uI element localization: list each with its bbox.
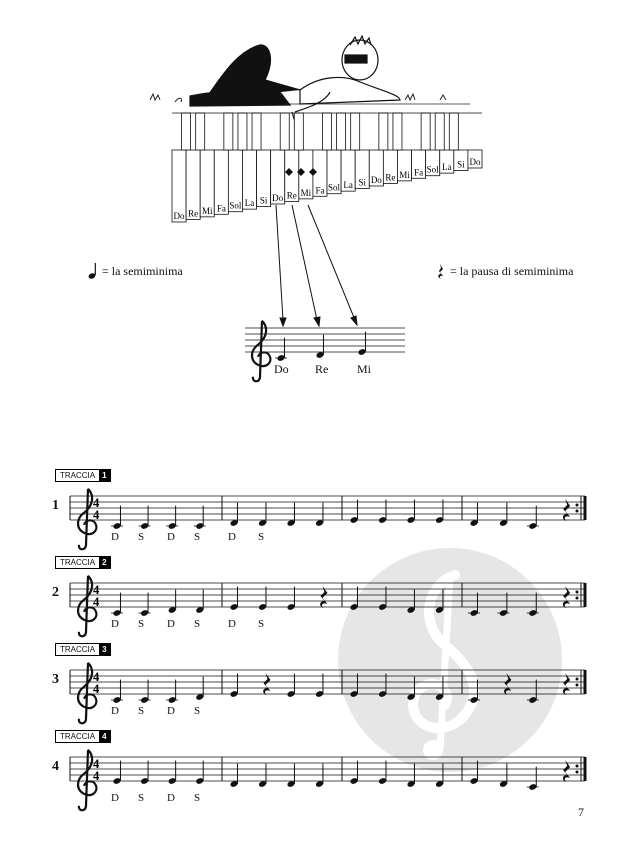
quarter-note — [166, 680, 178, 704]
svg-text:4: 4 — [93, 508, 100, 522]
hand-label: D — [167, 792, 175, 804]
quarter-note — [287, 503, 296, 527]
quarter-note — [527, 680, 539, 704]
quarter-note — [168, 590, 177, 614]
hand-label: D — [228, 618, 236, 630]
quarter-note — [113, 761, 122, 785]
white-key-label: Do — [469, 157, 481, 167]
quarter-note — [287, 674, 296, 698]
traccia-badge — [55, 643, 111, 656]
quarter-note — [111, 680, 123, 704]
quarter-note — [140, 761, 149, 785]
traccia-label: TRACCIA — [56, 557, 99, 568]
quarter-note — [435, 677, 444, 701]
hand-label: S — [194, 618, 201, 630]
white-key-label: Mi — [300, 187, 312, 198]
quarter-note — [139, 593, 151, 617]
white-key-label: Mi — [201, 205, 213, 216]
small-staff-label-mi: Mi — [357, 362, 372, 376]
hand-label: D — [111, 792, 119, 804]
exercise-number: 2 — [52, 585, 59, 600]
quarter-note — [527, 506, 539, 530]
quarter-note — [194, 506, 206, 530]
white-key-label: La — [244, 198, 255, 209]
quarter-note — [378, 761, 387, 785]
svg-text:4: 4 — [93, 583, 100, 597]
svg-text:4: 4 — [93, 769, 100, 783]
quarter-note — [378, 674, 387, 698]
white-key-label: Fa — [315, 185, 325, 196]
white-key-label: La — [343, 180, 353, 191]
white-key-label: Re — [385, 172, 396, 183]
hand-label: S — [138, 705, 145, 717]
quarter-note — [378, 587, 387, 611]
hand-label: S — [138, 618, 145, 630]
quarter-note — [315, 503, 324, 527]
hand-label: D — [167, 531, 175, 543]
quarter-note — [111, 593, 123, 617]
exercise-number: 3 — [52, 672, 59, 687]
svg-text:4: 4 — [93, 496, 100, 510]
time-signature — [93, 583, 100, 609]
quarter-note — [258, 503, 267, 527]
white-key-label: Do — [370, 175, 382, 185]
white-key-label: Do — [173, 211, 185, 221]
quarter-note — [350, 674, 359, 698]
time-signature — [93, 496, 100, 522]
white-key-label: Do — [272, 193, 284, 203]
hand-label: D — [167, 705, 175, 717]
page-number: 7 — [578, 805, 584, 819]
svg-text:4: 4 — [93, 757, 100, 771]
quarter-note — [258, 587, 267, 611]
quarter-note-text: = la semiminima — [102, 263, 183, 278]
traccia-label: TRACCIA — [56, 470, 99, 481]
quarter-note — [468, 593, 480, 617]
quarter-note — [350, 587, 359, 611]
quarter-note — [350, 500, 359, 524]
quarter-note — [407, 590, 416, 614]
svg-text:4: 4 — [93, 595, 100, 609]
traccia-number: 1 — [99, 470, 109, 481]
hand-label: D — [228, 531, 236, 543]
time-signature — [93, 670, 100, 696]
quarter-note — [499, 503, 508, 527]
white-key-label: Fa — [216, 203, 226, 214]
small-staff-label-do: Do — [274, 362, 289, 376]
small-staff-label-re: Re — [315, 362, 329, 376]
quarter-note — [407, 500, 416, 524]
quarter-note — [287, 587, 296, 611]
quarter-note — [258, 764, 267, 788]
hand-label: S — [138, 531, 145, 543]
time-signature — [93, 757, 100, 783]
quarter-note — [435, 764, 444, 788]
hand-label: S — [138, 792, 145, 804]
quarter-note — [195, 761, 204, 785]
quarter-note — [139, 680, 151, 704]
hand-label: D — [111, 705, 119, 717]
traccia-number: 2 — [99, 557, 109, 568]
white-key-label: Re — [286, 190, 297, 201]
traccia-badge — [55, 469, 111, 482]
hand-label: S — [194, 705, 201, 717]
exercise-number: 4 — [52, 759, 59, 774]
quarter-note — [139, 506, 151, 530]
traccia-badge — [55, 556, 111, 569]
svg-text:4: 4 — [93, 670, 100, 684]
quarter-note — [230, 587, 239, 611]
quarter-note — [230, 764, 239, 788]
quarter-note — [470, 761, 479, 785]
hand-label: D — [167, 618, 175, 630]
quarter-note — [315, 764, 324, 788]
quarter-note — [166, 506, 178, 530]
white-key-label: Mi — [399, 169, 410, 180]
quarter-note — [435, 500, 444, 524]
quarter-note — [230, 674, 239, 698]
hand-label: D — [111, 531, 119, 543]
white-key-label: Sol — [328, 182, 341, 193]
quarter-note — [435, 590, 444, 614]
quarter-note — [527, 593, 539, 617]
quarter-note — [195, 590, 204, 614]
exercise-number: 1 — [52, 498, 59, 513]
quarter-note — [527, 767, 539, 791]
traccia-number: 4 — [99, 731, 109, 742]
hand-label: S — [194, 792, 201, 804]
quarter-note — [287, 764, 296, 788]
quarter-note — [470, 503, 479, 527]
hand-label: S — [258, 531, 265, 543]
quarter-note — [315, 674, 324, 698]
quarter-note — [111, 506, 123, 530]
quarter-rest-text: = la pausa di semiminima — [450, 263, 574, 278]
svg-text:4: 4 — [93, 682, 100, 696]
quarter-note — [407, 677, 416, 701]
white-key-label: Si — [457, 159, 465, 170]
white-key-label: Sol — [426, 164, 439, 175]
quarter-note — [195, 677, 204, 701]
quarter-note — [378, 500, 387, 524]
hand-label: S — [194, 531, 201, 543]
white-key-label: Sol — [229, 200, 242, 211]
quarter-note — [168, 761, 177, 785]
white-key-label: La — [442, 162, 452, 173]
quarter-note — [497, 593, 509, 617]
quarter-note — [407, 764, 416, 788]
quarter-note — [230, 503, 239, 527]
quarter-note — [468, 680, 480, 704]
traccia-badge — [55, 730, 111, 743]
quarter-note — [350, 761, 359, 785]
traccia-label: TRACCIA — [56, 644, 99, 655]
hand-label: D — [111, 618, 119, 630]
traccia-number: 3 — [99, 644, 109, 655]
quarter-note — [499, 764, 508, 788]
hand-label: S — [258, 618, 265, 630]
white-key-label: Re — [188, 208, 199, 219]
white-key-label: Fa — [414, 167, 424, 178]
traccia-label: TRACCIA — [56, 731, 99, 742]
white-key-label: Si — [358, 177, 366, 188]
white-key-label: Si — [259, 195, 268, 206]
